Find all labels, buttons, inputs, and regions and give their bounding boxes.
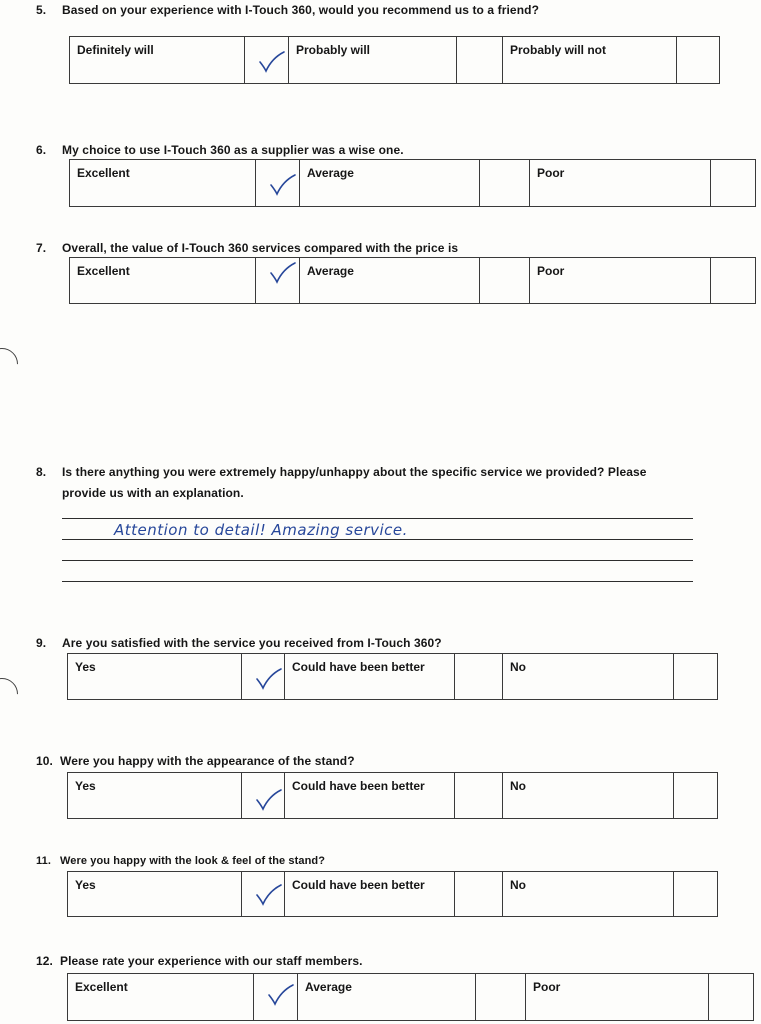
option-checkbox[interactable] — [711, 160, 756, 207]
question-number: 11. — [36, 855, 51, 867]
option-label: Average — [300, 160, 480, 207]
answer-table-q11 — [67, 871, 718, 917]
option-label: Excellent — [70, 160, 256, 207]
checkmark-icon — [254, 787, 284, 813]
option-checkbox[interactable] — [245, 37, 289, 84]
answer-line — [62, 581, 693, 582]
answer-line — [62, 539, 693, 540]
option-label: No — [503, 773, 674, 819]
answer-table-q10 — [67, 772, 718, 819]
question-text-line-1: Is there anything you were extremely happy/unhappy about the specific service we provided? Please — [62, 465, 647, 479]
option-checkbox[interactable] — [677, 37, 720, 84]
option-checkbox[interactable] — [674, 773, 718, 819]
question-number: 6. — [36, 143, 47, 157]
checkmark-icon — [268, 172, 298, 198]
option-checkbox[interactable] — [480, 160, 530, 207]
checkmark-icon — [266, 982, 296, 1008]
option-checkbox[interactable] — [480, 258, 530, 304]
option-label: Yes — [68, 654, 242, 700]
option-checkbox[interactable] — [455, 872, 503, 917]
question-number: 8. — [36, 465, 47, 479]
question-11 — [36, 855, 736, 871]
option-checkbox[interactable] — [455, 654, 503, 700]
answer-line — [62, 518, 693, 519]
option-label: Could have been better — [285, 654, 455, 700]
answer-table-q9 — [67, 653, 718, 700]
answer-table-q7 — [69, 257, 756, 304]
punch-hole-icon — [0, 671, 25, 716]
answer-table-q12 — [67, 973, 754, 1021]
option-checkbox[interactable] — [711, 258, 756, 304]
option-label: No — [503, 654, 674, 700]
punch-hole-icon — [0, 341, 25, 386]
option-label: Poor — [526, 974, 709, 1021]
question-9 — [36, 636, 736, 652]
question-text-line-2: provide us with an explanation. — [62, 486, 244, 500]
question-text: Based on your experience with I-Touch 360, would you recommend us to a friend? — [62, 3, 539, 17]
question-10 — [36, 754, 736, 770]
option-label: Probably will — [289, 37, 457, 84]
answer-table-q5 — [69, 36, 720, 84]
option-label: No — [503, 872, 674, 917]
option-checkbox[interactable] — [256, 160, 300, 207]
option-label: Probably will not — [503, 37, 677, 84]
option-label: Excellent — [70, 258, 256, 304]
option-checkbox[interactable] — [242, 654, 285, 700]
option-checkbox[interactable] — [242, 872, 285, 917]
question-12 — [36, 954, 736, 970]
option-checkbox[interactable] — [256, 258, 300, 304]
option-checkbox[interactable] — [457, 37, 503, 84]
question-number: 10. — [36, 754, 53, 768]
option-label: Poor — [530, 160, 711, 207]
question-text: Were you happy with the appearance of the stand? — [60, 754, 355, 768]
question-8 — [36, 465, 736, 505]
question-text: Are you satisfied with the service you received from I-Touch 360? — [62, 636, 442, 650]
checkmark-icon — [257, 49, 287, 75]
question-number: 5. — [36, 3, 47, 17]
option-label: Yes — [68, 872, 242, 917]
question-number: 12. — [36, 954, 53, 968]
checkmark-icon — [268, 260, 298, 286]
question-5 — [36, 3, 736, 19]
question-number: 9. — [36, 636, 47, 650]
question-text: My choice to use I-Touch 360 as a supplier was a wise one. — [62, 143, 404, 157]
question-7 — [36, 241, 736, 257]
handwritten-answer: Attention to detail! Amazing service. — [114, 521, 408, 539]
option-checkbox[interactable] — [674, 872, 718, 917]
option-label: Definitely will — [70, 37, 245, 84]
option-checkbox[interactable] — [709, 974, 754, 1021]
question-text: Overall, the value of I-Touch 360 services compared with the price is — [62, 241, 459, 255]
option-checkbox[interactable] — [455, 773, 503, 819]
question-text: Were you happy with the look & feel of the stand? — [60, 855, 326, 867]
option-checkbox[interactable] — [242, 773, 285, 819]
answer-table-q6 — [69, 159, 756, 207]
question-text: Please rate your experience with our staff members. — [60, 954, 363, 968]
option-label: Average — [298, 974, 476, 1021]
option-label: Could have been better — [285, 773, 455, 819]
option-checkbox[interactable] — [254, 974, 298, 1021]
option-checkbox[interactable] — [476, 974, 526, 1021]
checkmark-icon — [254, 666, 284, 692]
question-6 — [36, 143, 736, 159]
option-label: Poor — [530, 258, 711, 304]
option-label: Yes — [68, 773, 242, 819]
checkmark-icon — [254, 882, 284, 908]
option-label: Could have been better — [285, 872, 455, 917]
option-label: Excellent — [68, 974, 254, 1021]
option-checkbox[interactable] — [674, 654, 718, 700]
answer-line — [62, 560, 693, 561]
option-label: Average — [300, 258, 480, 304]
question-number: 7. — [36, 241, 47, 255]
